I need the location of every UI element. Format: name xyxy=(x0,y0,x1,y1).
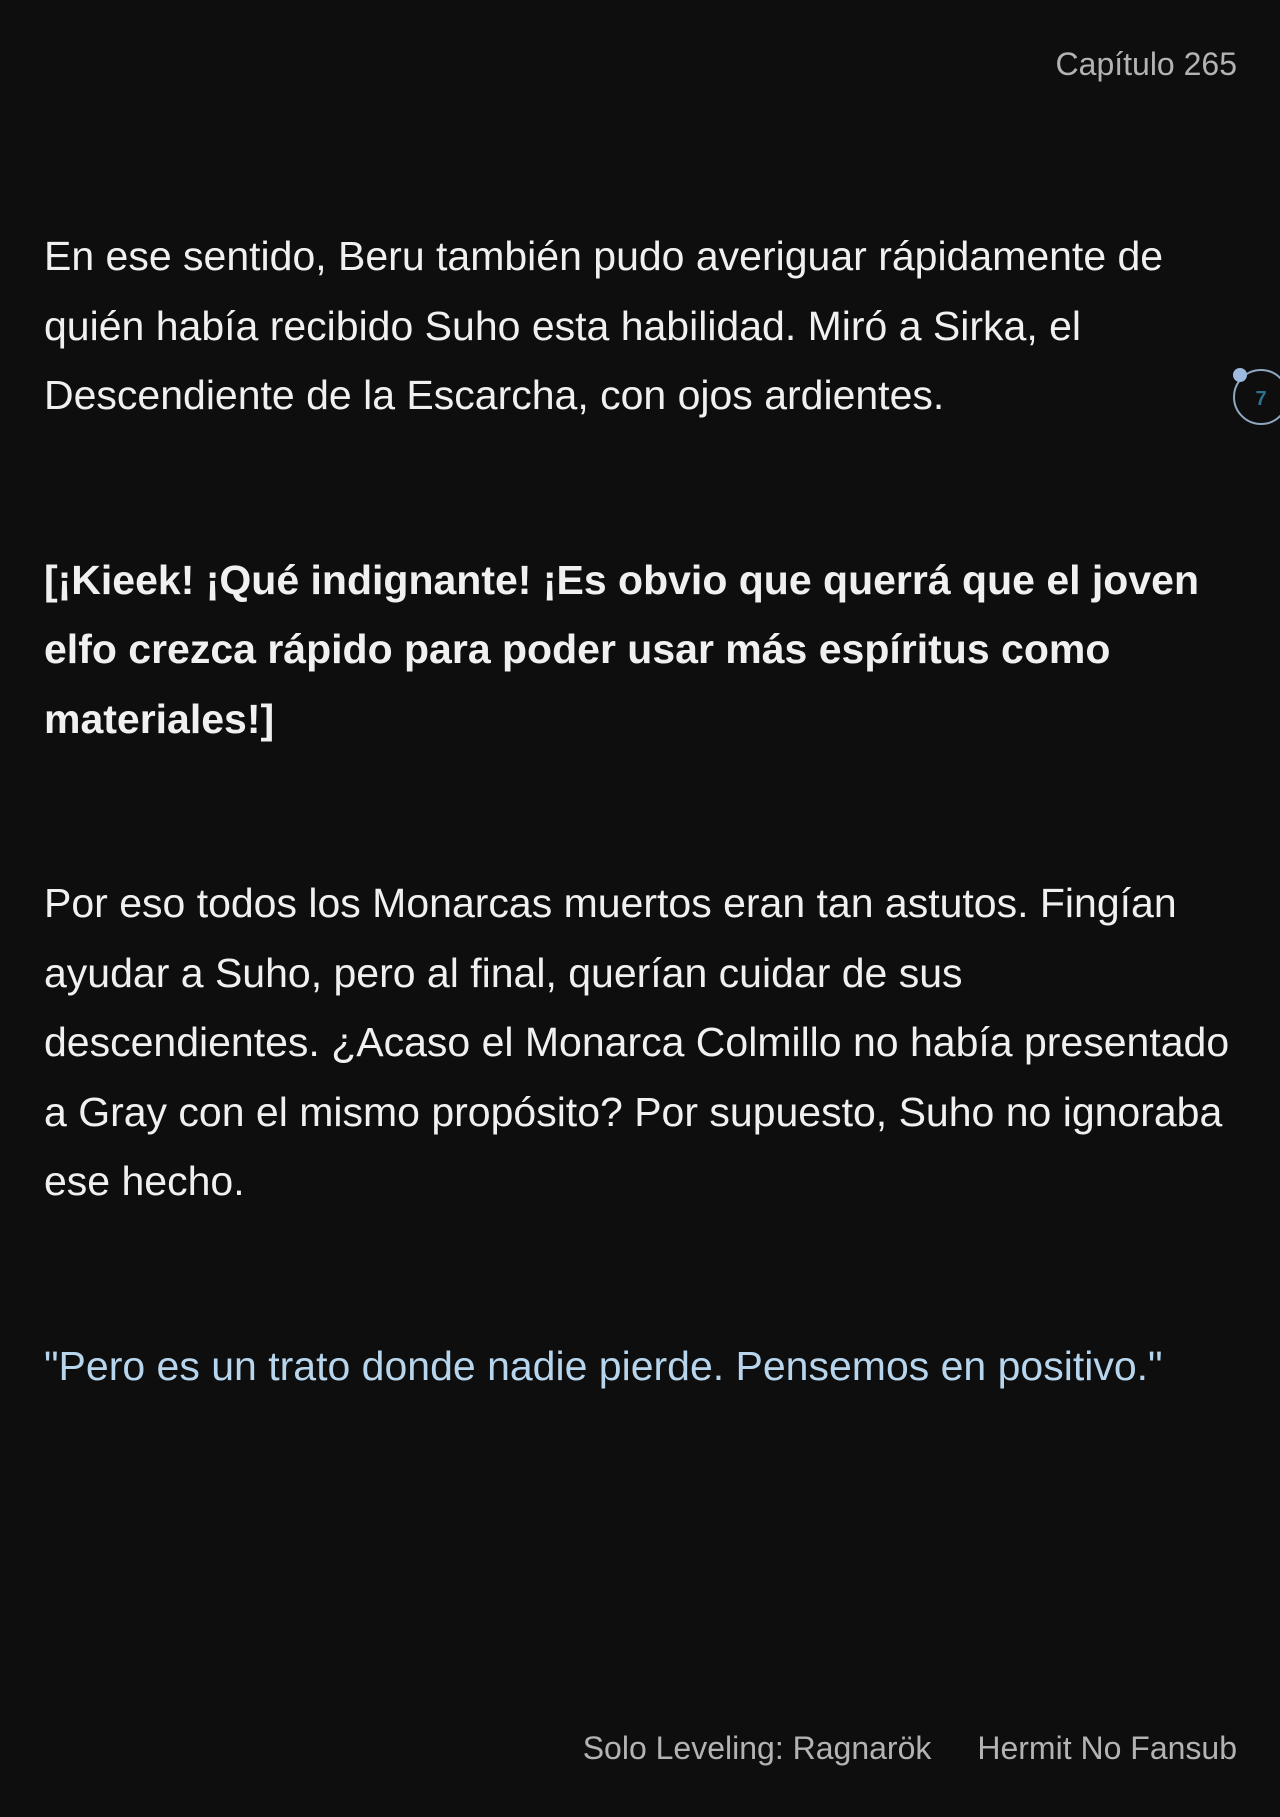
paragraph: En ese sentido, Beru también pudo averiguar rápidamente de quién había recibido Suho esta habilidad. Miró a Sirka, el Descendiente de la Escarcha, con ojos ardientes. xyxy=(44,233,1164,418)
footer xyxy=(583,1730,1237,1767)
comment-count: 7 xyxy=(1255,388,1267,410)
paragraph-comment-button[interactable] xyxy=(1231,367,1280,427)
paragraph-dialogue: "Pero es un trato donde nadie pierde. Pensemos en positivo." xyxy=(44,1342,1163,1389)
translator-name: Hermit No Fansub xyxy=(977,1730,1237,1766)
comment-count-icon xyxy=(1231,367,1280,427)
chapter-content xyxy=(44,222,1244,1516)
paragraph: Por eso todos los Monarcas muertos eran tan astutos. Fingían ayudar a Suho, pero al final, querían cuidar de sus descendientes. ¿Acaso el Monarca Colmillo no había presentado a Gray con el mismo propósito? Por supuesto, Suho no ignoraba ese hecho. xyxy=(44,880,1230,1204)
chapter-title: Capítulo 265 xyxy=(1055,46,1237,82)
series-title: Solo Leveling: Ragnarök xyxy=(582,1730,932,1766)
paragraph-system-message: [¡Kieek! ¡Qué indignante! ¡Es obvio que querrá que el joven elfo crezca rápido para poder usar más espíritus como materiales!] xyxy=(44,556,1199,742)
